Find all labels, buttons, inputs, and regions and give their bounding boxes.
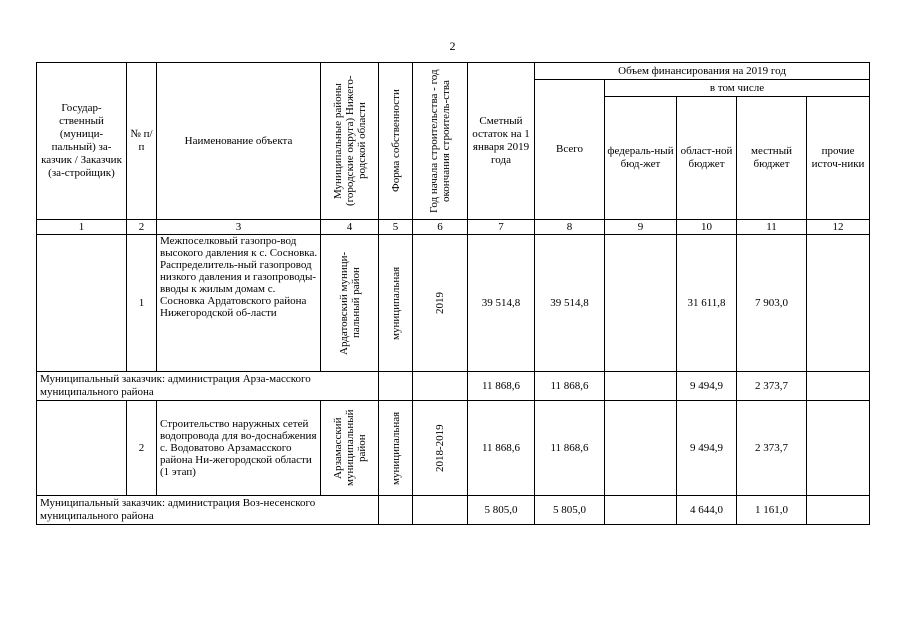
municipal-customer: Муниципальный заказчик: администрация Арза-масского муниципального района <box>37 372 379 401</box>
construction-period: 2018-2019 <box>434 424 446 472</box>
header-municipal-districts-cell <box>321 63 379 220</box>
period-cell <box>413 235 468 372</box>
header-construction-period: Год начала строительства - год окончания строитель-ства <box>428 69 452 213</box>
header-ownership-form: Форма собственности <box>389 89 402 193</box>
row-index: 2 <box>127 401 157 496</box>
header-total: Всего <box>535 80 605 220</box>
regional-value: 4 644,0 <box>677 496 737 525</box>
summary-row <box>37 372 870 401</box>
construction-period: 2019 <box>434 292 446 314</box>
federal-value <box>605 401 677 496</box>
column-number-row <box>37 220 870 235</box>
regional-value: 9 494,9 <box>677 401 737 496</box>
period-cell <box>413 401 468 496</box>
header-regional-budget: област-ной бюджет <box>677 97 737 220</box>
table-row <box>37 235 870 372</box>
row-index: 1 <box>127 235 157 372</box>
header-including: в том числе <box>605 80 870 97</box>
object-name: Строительство наружных сетей водопровода для во-доснабжения с. Водоватово Арзамасского района Ни-жегородской области (1 этап) <box>157 401 321 496</box>
column-number: 12 <box>807 220 870 235</box>
local-value: 2 373,7 <box>737 372 807 401</box>
header-funding-volume: Объем финансирования на 2019 год <box>535 63 870 80</box>
regional-value: 31 611,8 <box>677 235 737 372</box>
total-value: 11 868,6 <box>535 372 605 401</box>
district-cell <box>321 401 379 496</box>
federal-value <box>605 372 677 401</box>
table-row <box>37 401 870 496</box>
column-number: 2 <box>127 220 157 235</box>
header-municipal-districts: Муниципальные районы (городские округа) Нижего-родской области <box>331 75 368 207</box>
header-other-sources: прочие источ-ники <box>807 97 870 220</box>
total-value: 11 868,6 <box>535 401 605 496</box>
total-value: 5 805,0 <box>535 496 605 525</box>
regional-value: 9 494,9 <box>677 372 737 401</box>
estimated-balance: 39 514,8 <box>468 235 535 372</box>
federal-value <box>605 496 677 525</box>
empty-cell <box>379 372 413 401</box>
column-number: 10 <box>677 220 737 235</box>
page-number: 2 <box>449 39 456 53</box>
column-number: 5 <box>379 220 413 235</box>
district: Арзамасский муниципальный район <box>331 409 368 487</box>
other-value <box>807 401 870 496</box>
column-number: 7 <box>468 220 535 235</box>
municipal-customer: Муниципальный заказчик: администрация Воз-несенского муниципального района <box>37 496 379 525</box>
financing-table <box>36 62 870 525</box>
total-value: 39 514,8 <box>535 235 605 372</box>
header-object-name: Наименование объекта <box>157 63 321 220</box>
ownership: муниципальная <box>389 266 402 340</box>
other-value <box>807 372 870 401</box>
federal-value <box>605 235 677 372</box>
header-federal-budget: федераль-ный бюд-жет <box>605 97 677 220</box>
header-local-budget: местный бюджет <box>737 97 807 220</box>
ownership-cell <box>379 235 413 372</box>
summary-row <box>37 496 870 525</box>
column-number: 3 <box>157 220 321 235</box>
district: Ардатовский муници-пальный район <box>337 251 362 355</box>
ownership-cell <box>379 401 413 496</box>
estimated-balance: 11 868,6 <box>468 401 535 496</box>
header-customer: Государ-ственный (муници-пальный) за-казчик / Заказчик (за-стройщик) <box>37 63 127 220</box>
estimated-balance: 11 868,6 <box>468 372 535 401</box>
other-value <box>807 496 870 525</box>
header-estimated-balance: Сметный остаток на 1 января 2019 года <box>468 63 535 220</box>
local-value: 7 903,0 <box>737 235 807 372</box>
object-name: Межпоселковый газопро-вод высокого давления к с. Сосновка. Распределитель-ный газопровод низкого давления и газопроводы-вводы к жилым домам с. Сосновка Ардатовского района Нижегородской об-ласти <box>157 235 321 372</box>
header-construction-period-cell <box>413 63 468 220</box>
column-number: 11 <box>737 220 807 235</box>
column-number: 6 <box>413 220 468 235</box>
district-cell <box>321 235 379 372</box>
other-value <box>807 235 870 372</box>
column-number: 1 <box>37 220 127 235</box>
empty-cell <box>379 496 413 525</box>
local-value: 1 161,0 <box>737 496 807 525</box>
header-index: № п/п <box>127 63 157 220</box>
column-number: 8 <box>535 220 605 235</box>
local-value: 2 373,7 <box>737 401 807 496</box>
empty-cell <box>413 496 468 525</box>
column-number: 4 <box>321 220 379 235</box>
empty-cell <box>413 372 468 401</box>
ownership: муниципальная <box>389 411 402 485</box>
header-ownership-form-cell <box>379 63 413 220</box>
estimated-balance: 5 805,0 <box>468 496 535 525</box>
customer-cell <box>37 235 127 372</box>
column-number: 9 <box>605 220 677 235</box>
customer-cell <box>37 401 127 496</box>
